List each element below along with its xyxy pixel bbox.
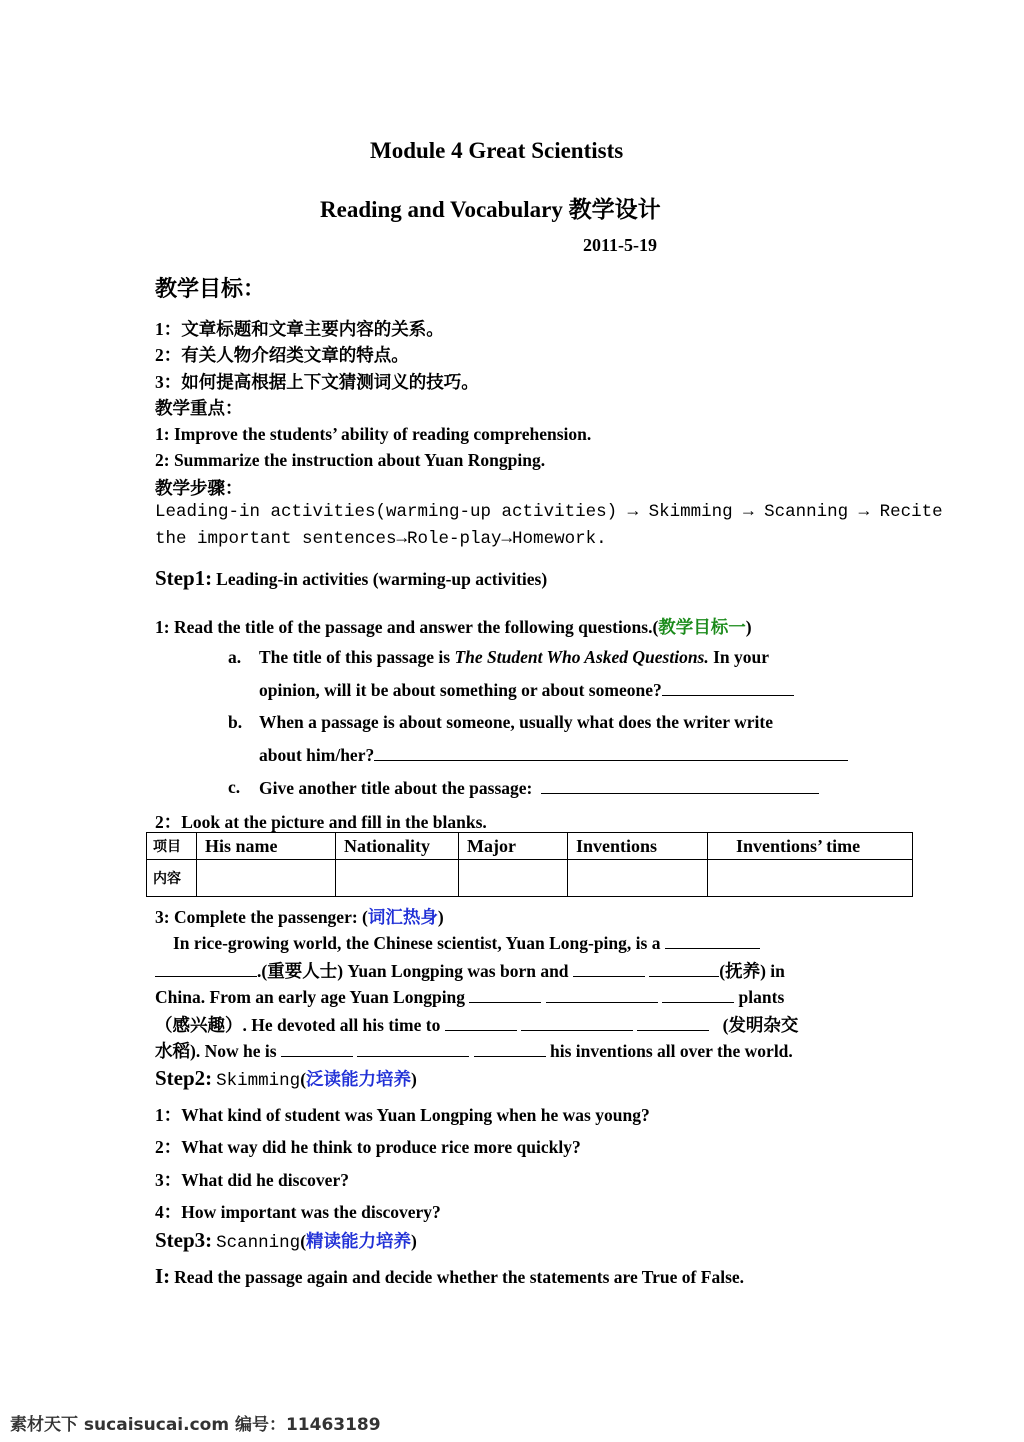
step2-question-3: 3：What did he discover? [155, 1170, 349, 1190]
passage-blank[interactable] [573, 960, 645, 977]
passage-line-3a: China. From an early age Yuan Longping [155, 987, 466, 1007]
item-a-label: a. [228, 647, 242, 667]
step3-item-label: I: [155, 1264, 171, 1288]
step3-item-text: Read the passage again and decide whether the statements are True of False. [174, 1267, 745, 1287]
table-row-label: 内容 [147, 860, 197, 897]
document-title: Module 4 Great Scientists [370, 138, 624, 163]
table-cell-nationality[interactable] [336, 860, 459, 897]
table-header-cell: Inventions’ time [708, 833, 913, 860]
item-a-line2-text: opinion, will it be about something or about someone? [259, 680, 662, 700]
table-cell-inventions[interactable] [568, 860, 708, 897]
passage-line-3 [155, 986, 784, 1008]
item-b-label: b. [228, 712, 243, 732]
step3-title: Scanning [216, 1233, 301, 1253]
step3-tag-close: ) [411, 1231, 417, 1251]
table-header-cell: Nationality [336, 833, 459, 860]
table-cell-name[interactable] [197, 860, 336, 897]
vocab-tag: 词汇热身 [367, 907, 438, 927]
table-header-row [147, 833, 913, 860]
passage-line-5b: his inventions all over the world. [550, 1041, 793, 1061]
answer-blank-a[interactable] [662, 679, 794, 696]
skimming-tag: 泛读能力培养 [306, 1069, 412, 1089]
step1-q1-close: ) [745, 617, 752, 637]
step3-item-1 [155, 1264, 744, 1289]
step1-q3-text: 3: Complete the passenger: ( [155, 907, 368, 927]
item-b-line-1: When a passage is about someone, usually what does the writer write [259, 712, 773, 732]
key-point-1: 1: Improve the students’ ability of reading comprehension. [155, 424, 592, 444]
step2-label: Step2: [155, 1066, 213, 1090]
step1-heading [155, 566, 547, 591]
step3-heading [155, 1228, 417, 1253]
scanning-tag: 精读能力培养 [306, 1231, 412, 1251]
table-header-cell: His name [197, 833, 336, 860]
passage-blank[interactable] [474, 1040, 546, 1057]
step2-question-1: 1：What kind of student was Yuan Longping when he was young? [155, 1105, 650, 1125]
objective-item-2: 2：有关人物介绍类文章的特点。 [155, 345, 409, 365]
procedure-line-2: the important sentences→Role-play→Homework. [155, 529, 607, 549]
table-header-cell: Major [459, 833, 568, 860]
step1-q3-close: ) [437, 907, 444, 927]
procedure-line-1: Leading-in activities(warming-up activities) → Skimming → Scanning → Recite [155, 502, 943, 522]
passage-blank[interactable] [665, 932, 760, 949]
objective-item-1: 1：文章标题和文章主要内容的关系。 [155, 319, 444, 339]
passage-blank[interactable] [469, 986, 541, 1003]
item-b-line-2 [259, 744, 848, 766]
info-table [146, 832, 913, 897]
passage-title-italic: The Student Who Asked Questions. [454, 647, 709, 667]
step1-question-1 [155, 614, 752, 639]
step2-question-2: 2：What way did he think to produce rice more quickly? [155, 1137, 581, 1157]
passage-line-1 [173, 932, 760, 954]
step1-question-3 [155, 904, 444, 929]
passage-line-5a: 水稻). Now he is [155, 1041, 277, 1061]
table-header-cell: Inventions [568, 833, 708, 860]
answer-blank-c[interactable] [541, 777, 819, 794]
objective-item-3: 3：如何提高根据上下文猜测词义的技巧。 [155, 372, 479, 392]
step2-heading [155, 1066, 417, 1091]
passage-line-1-text: In rice-growing world, the Chinese scientist, Yuan Long-ping, is a [173, 933, 661, 953]
step1-label: Step1: [155, 566, 213, 590]
step3-label: Step3: [155, 1228, 213, 1252]
table-row [147, 860, 913, 897]
key-points-heading: 教学重点： [155, 398, 243, 418]
passage-line-4b: (发明杂交 [722, 1015, 799, 1035]
answer-blank-b[interactable] [374, 744, 848, 761]
passage-blank[interactable] [637, 1014, 709, 1031]
watermark: 素材天下 sucaisucai.com 编号：11463189 [10, 1415, 381, 1435]
passage-blank[interactable] [521, 1014, 633, 1031]
item-b-line2-text: about him/her? [259, 745, 375, 765]
objective-tag: 教学目标一 [658, 617, 746, 637]
procedure-heading: 教学步骤： [155, 478, 243, 498]
item-a-post: In your [708, 647, 770, 667]
step2-tag-close: ) [411, 1069, 417, 1089]
passage-line-4a: （感兴趣）. He devoted all his time to [155, 1015, 441, 1035]
step2-tag-open: ( [300, 1069, 307, 1089]
step2-question-4: 4：How important was the discovery? [155, 1202, 441, 1222]
step2-title: Skimming [216, 1071, 301, 1091]
item-a-pre: The title of this passage is [259, 647, 455, 667]
passage-blank[interactable] [281, 1040, 353, 1057]
table-cell-major[interactable] [459, 860, 568, 897]
passage-blank[interactable] [649, 960, 719, 977]
key-point-2: 2: Summarize the instruction about Yuan Rongping. [155, 450, 546, 470]
passage-line-5 [155, 1038, 793, 1063]
passage-line-2 [155, 958, 785, 983]
passage-blank[interactable] [662, 986, 734, 1003]
passage-line-3b: plants [738, 987, 785, 1007]
step3-tag-open: ( [300, 1231, 307, 1251]
passage-line-2b: (抚养) in [719, 961, 785, 981]
objectives-heading: 教学目标： [155, 276, 266, 301]
item-c-text: Give another title about the passage: [259, 778, 533, 798]
step1-q1-text: 1: Read the title of the passage and answer the following questions.( [155, 617, 659, 637]
table-header-cell: 项目 [147, 833, 197, 860]
step1-title: Leading-in activities (warming-up activities) [216, 569, 548, 589]
passage-blank[interactable] [155, 960, 257, 977]
document-subtitle: Reading and Vocabulary 教学设计 [320, 197, 661, 222]
item-c-label: c. [228, 777, 241, 797]
passage-blank[interactable] [546, 986, 658, 1003]
item-c-line [259, 777, 819, 799]
item-a-line-1 [259, 647, 769, 668]
passage-blank[interactable] [357, 1040, 469, 1057]
table-cell-inventions-time[interactable] [708, 860, 913, 897]
passage-blank[interactable] [445, 1014, 517, 1031]
step1-question-2: 2：Look at the picture and fill in the blanks. [155, 812, 487, 832]
item-a-line-2 [259, 679, 794, 701]
document-date: 2011-5-19 [583, 235, 657, 255]
passage-line-4 [155, 1012, 798, 1037]
passage-line-2a: .(重要人士) Yuan Longping was born and [257, 961, 569, 981]
